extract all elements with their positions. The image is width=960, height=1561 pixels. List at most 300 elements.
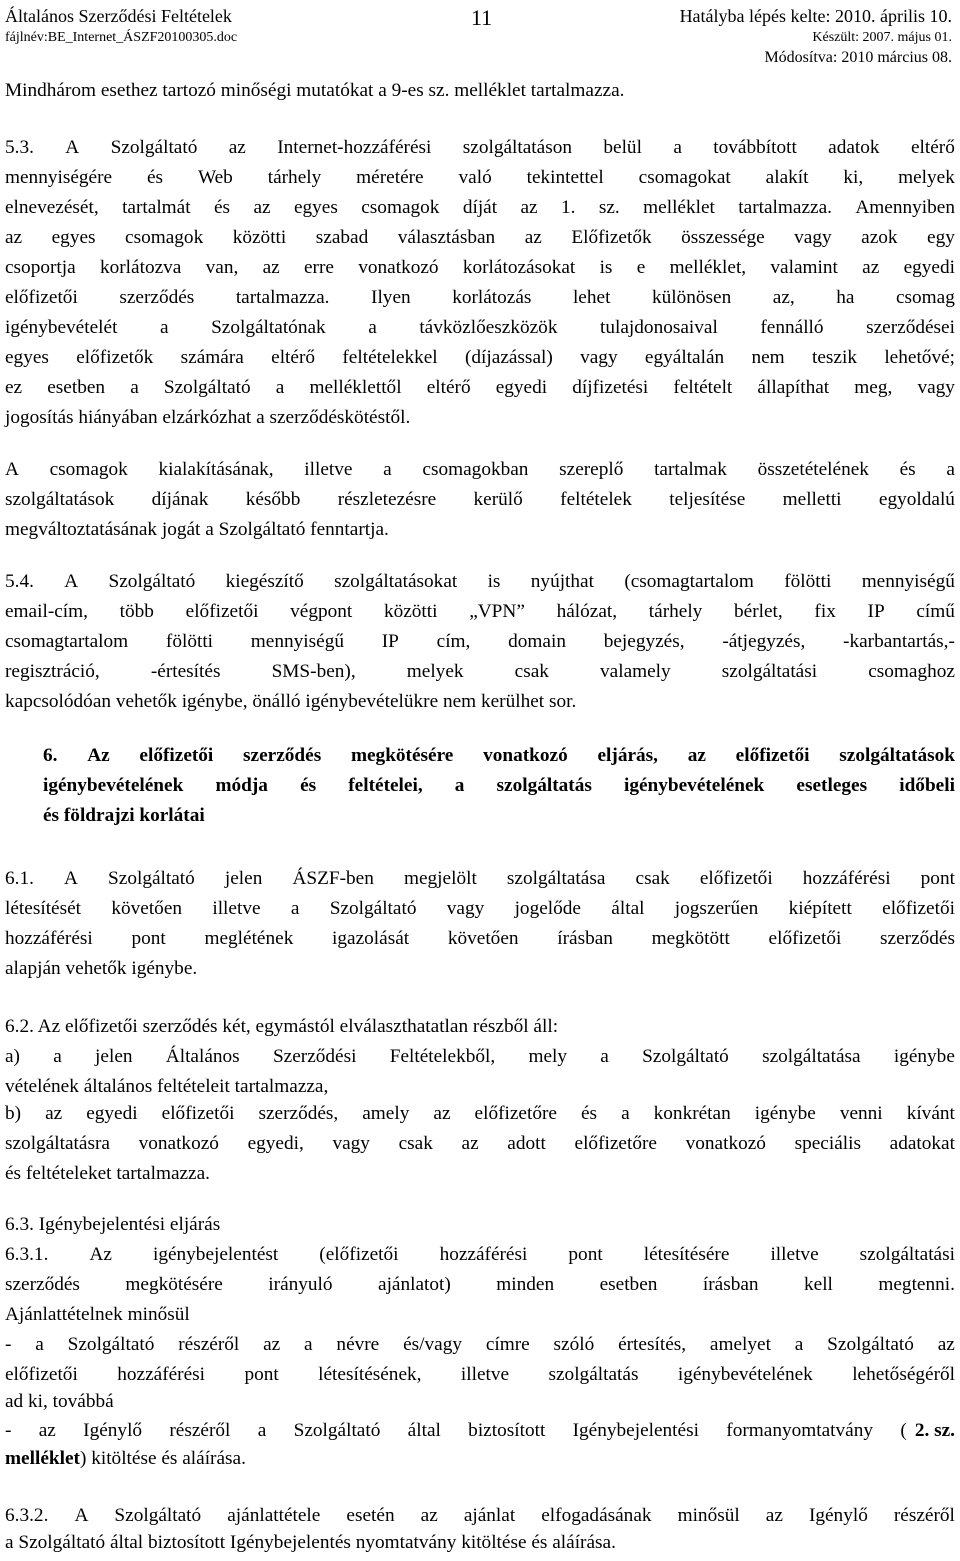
word: az, [772,287,795,308]
word: speciális [794,1133,861,1154]
word: minősül [677,1505,740,1526]
word: eltérő [910,137,955,158]
text-line [5,283,955,312]
word: tartalmazza. [235,287,330,308]
word: tárhely [648,601,703,622]
text-line [5,313,955,342]
word: kerülő [473,489,523,510]
word: időbeli [899,775,955,796]
text-line: kapcsolódóan vehetők igénybe, önálló igénybevételükre nem kerülhet sor. [5,691,577,712]
word: eljárás, [597,745,658,766]
word: a) [5,1046,20,1067]
word: nem [751,347,785,368]
word: 6.3.2. [5,1505,49,1526]
word: -átjegyzés, [722,631,806,652]
word: a [53,1046,62,1067]
word: jogszerűen [674,898,759,919]
text-line [5,597,955,626]
word: 6.3.1. [5,1244,49,1265]
word: csomagok [125,227,204,248]
text-line [5,1042,955,1071]
word: és [580,1103,598,1124]
text-line [5,455,955,484]
word: tartalmak [654,459,727,480]
word: a [35,1334,44,1355]
word: az [38,1420,56,1441]
word: elnevezését, [5,197,99,218]
text-line [5,1501,955,1530]
word: szolgáltatás [548,1364,639,1385]
word: vagy [580,347,618,368]
word: egyoldalú [878,489,955,510]
word: az [433,1103,451,1124]
text-line: Ajánlattételnek minősül [5,1304,190,1325]
word: melléklet, [669,257,747,278]
word: tárhely [267,167,322,188]
word: alakít [765,167,809,188]
word: -karbantartás,- [843,631,955,652]
word: szolgáltatás [496,775,592,796]
word: jelen [95,1046,133,1067]
word: -értesítés [150,661,221,682]
word: a [257,1420,267,1441]
word: írásban [557,928,613,949]
word: az [524,227,542,248]
word: egyedi, [247,1133,304,1154]
word: előfizetői [161,1103,235,1124]
word: sz. [598,197,620,218]
word: igénybejelentést [152,1244,279,1265]
word: is [487,571,501,592]
word: igénybevételének [43,775,184,796]
word: korlátozásokat [462,257,576,278]
word: részéről [178,1334,240,1355]
word: az [263,1334,281,1355]
word: Szolgáltató [293,1420,381,1441]
word: egyes [5,347,49,368]
word: távközlőeszközök [419,317,558,338]
page-number: 11 [471,5,493,30]
word: méretére [356,167,424,188]
word: melyek [406,661,464,682]
word: díját [462,197,498,218]
text-line: a Szolgáltató által biztosított Igénybejelentés nyomtatvány kitöltése és aláírása. [5,1532,616,1553]
word: 6. [43,745,58,766]
word: a [794,1334,804,1355]
word: venni [839,1103,883,1124]
word: adatokat [889,1133,955,1154]
word: egyes [51,227,96,248]
word: ajánlat [463,1505,516,1526]
text-segment [5,1416,907,1445]
word: csak [635,868,670,889]
word: részletezésre [337,489,437,510]
word: szolgáltatáson [462,137,572,158]
text-line [5,485,955,514]
text-segment: ) kitöltése és aláírása. [79,1448,246,1469]
word: és/vagy [403,1334,462,1355]
word: előfizetői [768,928,842,949]
word: esetén [346,1505,395,1526]
word: megkötésére [350,745,454,766]
word: fölötti [784,571,832,592]
text-line [5,1270,955,1299]
text-line [5,924,955,953]
word: a [621,1103,630,1124]
word: részéről [893,1505,955,1526]
word: feltételek [560,489,632,510]
word: eltérő [271,347,316,368]
word: díjának [151,489,209,510]
word: formanyomtatvány [726,1420,873,1441]
text-line [5,864,955,893]
word: ki, [843,167,864,188]
word: e [636,257,646,278]
word: összetételének [757,459,869,480]
word: később [245,489,301,510]
word: biztosított [468,1420,546,1441]
word: Igénybejelentési [572,1420,699,1441]
word: csomag [895,287,955,308]
word: előfizetői [735,745,810,766]
word: eltérő [426,377,471,398]
section-heading: és földrajzi korlátai [43,805,205,826]
word: ÁSZF-ben [292,868,374,889]
word: csomaghoz [868,661,955,682]
word: illetve [460,1364,510,1385]
word: az [253,197,271,218]
word: meg, [854,377,893,398]
word: szerződései [866,317,955,338]
word: az [5,227,23,248]
word: b) [5,1103,22,1124]
word: ha [836,287,855,308]
text-line [5,1129,955,1158]
text-line [5,1240,955,1269]
word: esetleges [796,775,868,796]
word: az [420,1505,438,1526]
text-line [5,894,955,923]
word: a [946,459,955,480]
word: kiépített [788,898,852,919]
word: az [262,257,280,278]
word: Igénylő [808,1505,868,1526]
text-line: és feltételeket tartalmazza. [5,1163,210,1184]
annex-reference: melléklet [5,1448,80,1469]
word: tartalmát [122,197,191,218]
word: közötti [383,601,438,622]
word: tartalmazza. [738,197,832,218]
word: erre [303,257,334,278]
word: létesítését [5,898,82,919]
header-created-date: Készült: 2007. május 01. [812,30,952,45]
word: ez [5,377,23,398]
word: egyedi [86,1103,138,1124]
word: Szolgáltató [67,1334,155,1355]
word: Szerződési [272,1046,357,1067]
word: feltételei, [348,775,423,796]
word: IP [867,601,885,622]
word: végpont [290,601,353,622]
word: 5.3. [5,137,34,158]
word: teszik [812,347,857,368]
section-heading [43,771,955,800]
word: fölötti [165,631,214,652]
word: és [213,197,231,218]
word: elfogadásának [541,1505,652,1526]
word: hozzáférési [439,1244,528,1265]
word: a [130,377,139,398]
word: megtenni. [878,1274,955,1295]
word: A [74,1505,89,1526]
word: vonatkozó [358,257,439,278]
text-line [5,1444,955,1473]
word: amely [362,1103,410,1124]
word: a [275,377,285,398]
word: a [600,1046,609,1067]
word: hálózat, [556,601,618,622]
word: van, [205,257,239,278]
text-line [5,373,955,402]
word: az [687,745,706,766]
word: jelen [224,868,263,889]
word: melléklet [643,197,715,218]
word: amelyet [709,1334,771,1355]
word: korlátozva [99,257,182,278]
text-line [5,133,955,162]
word: egyedi [903,257,955,278]
word: bérlet, [734,601,783,622]
word: szolgáltatások [5,489,115,510]
word: jogelőde [514,898,581,919]
word: szerződés [243,745,322,766]
word: 1. [561,197,576,218]
word: előfizetőre [574,1133,657,1154]
word: szerződés [880,928,955,949]
word: egyedi [495,377,548,398]
text-line [5,627,955,656]
word: előfizetői [882,898,955,919]
word: SMS-ben), [271,661,356,682]
word: mely [528,1046,568,1067]
word: Szolgáltató [163,377,251,398]
word: Általános [165,1046,240,1067]
word: fix [814,601,836,622]
word: esetben [599,1274,658,1295]
word: illetve [304,459,353,480]
word: a [454,775,465,796]
word: csomagtartalom [5,631,129,652]
text-line: 6.2. Az előfizetői szerződés két, egymástól elválaszthatatlan részből áll: [5,1016,559,1037]
word: előfizetői [185,601,259,622]
word: a [304,1334,313,1355]
word: igénybe [893,1046,955,1067]
word: módja [215,775,268,796]
word: névre [336,1334,380,1355]
word: valamely [600,661,671,682]
word: egyes [293,197,338,218]
word: különösen [651,287,732,308]
word: 5.4. [5,571,34,592]
word: szolgáltatása [762,1046,861,1067]
word: hozzáférési [117,1364,206,1385]
word: vonatkozó [685,1133,766,1154]
word: Internet-hozzáférési [277,137,432,158]
word: azok [861,227,898,248]
text-line [5,253,955,282]
word: igénybevételét [5,317,118,338]
word: melléklettől [309,377,402,398]
word: címre [485,1334,530,1355]
word: ajánlattétele [227,1505,321,1526]
word: Az [89,1244,112,1265]
word: A [64,868,78,889]
word: Szolgáltató [642,1046,729,1067]
word: szóló [553,1334,595,1355]
word: létesítésének, [318,1364,422,1385]
text-line: 6.3. Igénybejelentési eljárás [5,1214,221,1235]
word: lehetővé; [884,347,955,368]
word: Web [197,167,233,188]
word: email-cím, [5,601,88,622]
word: előfizetői [5,1364,78,1385]
word: szolgáltatásokat [334,571,458,592]
word: Szolgáltatónak [211,317,326,338]
word: előfizetők [76,347,154,368]
word: csomagok [49,459,128,480]
word: a [383,459,392,480]
word: illetve [770,1244,819,1265]
word: adott [507,1133,546,1154]
word: (csomagtartalom [624,571,754,592]
word: vagy [794,227,832,248]
section-heading [43,741,955,770]
word: csomagokat [638,167,731,188]
word: (díjazással) [464,347,553,368]
word: pont [131,928,166,949]
word: - [5,1420,12,1441]
word: Előfizetők [571,227,652,248]
word: megkötött [651,928,730,949]
word: (előfizetői [319,1244,399,1265]
word: írásban [702,1274,759,1295]
word: szabad [315,227,369,248]
word: szerződés, [258,1103,339,1124]
word: melletti [782,489,842,510]
word: pont [244,1364,279,1385]
word: című [916,601,955,622]
text-line [5,1360,955,1389]
word: és [146,167,164,188]
word: mennyiségére [5,167,113,188]
word: pont [920,868,955,889]
word: regisztráció, [5,661,100,682]
word: szolgáltatások [839,745,955,766]
word: számára [180,347,244,368]
text-line [5,1099,955,1128]
word: közötti [232,227,287,248]
word: követően [447,928,519,949]
text-line: ad ki, továbbá [5,1391,114,1412]
word: a [159,317,169,338]
word: igénybe [754,1103,816,1124]
word: A [65,137,80,158]
text-line [5,163,955,192]
word: és [300,775,317,796]
word: meglétének [204,928,294,949]
word: A [5,459,19,480]
word: igazolását [332,928,410,949]
word: csak [398,1133,433,1154]
word: és [899,459,916,480]
text-line: jogosítás hiányában elzárkózhat a szerződéskötéstől. [5,407,411,428]
word: IP [381,631,399,652]
word: szereplő [559,459,624,480]
word: minden [496,1274,555,1295]
word: az [937,1334,955,1355]
word: előfizetői [5,287,78,308]
word: 6.1. [5,868,34,889]
word: mennyiségű [250,631,344,652]
word: domain [508,631,566,652]
text-line [5,223,955,252]
word: - [5,1334,12,1355]
word: feltételekkel [342,347,438,368]
word: nyújthat [530,571,594,592]
word: A [64,571,79,592]
word: illetve [212,898,261,919]
word: Szolgáltató [329,898,417,919]
text-line [5,657,955,686]
word: az [765,1505,783,1526]
word: létesítésére [643,1244,730,1265]
word: igénybevételének [677,1364,813,1385]
word: a [368,317,377,338]
word: mennyiségű [861,571,955,592]
word: teljesítése [669,489,746,510]
text-line: alapján vehetők igénybe. [5,958,198,979]
word: konkrétan [653,1103,731,1124]
word: csomagokban [422,459,529,480]
word: szolgáltatási [721,661,818,682]
word: valamint [770,257,838,278]
word: ajánlatot) [378,1274,451,1295]
word: előfizetői [139,745,214,766]
text-line [5,1416,955,1445]
word: vagy [446,898,485,919]
word: vagy [332,1133,370,1154]
word: szerződés [5,1274,80,1295]
word: bejegyzés, [603,631,685,652]
word: Szolgáltató [108,571,196,592]
word: Ilyen [371,287,411,308]
word: vagy [917,377,955,398]
word: szerződés [119,287,195,308]
annex-reference: 2. sz. [914,1420,955,1441]
header-effective-date: Hatályba lépés kelte: 2010. április 10. [679,6,952,26]
word: továbbított [713,137,797,158]
word: korlátozás [452,287,532,308]
word: hozzáférési [802,868,891,889]
word: igénybevételének [623,775,765,796]
text-line [5,1330,955,1359]
text-line [5,193,955,222]
word: választásban [397,227,496,248]
word: lehetőségéről [852,1364,955,1385]
word: vonatkozó [138,1133,219,1154]
word: irányuló [268,1274,333,1295]
word: kívánt [906,1103,955,1124]
